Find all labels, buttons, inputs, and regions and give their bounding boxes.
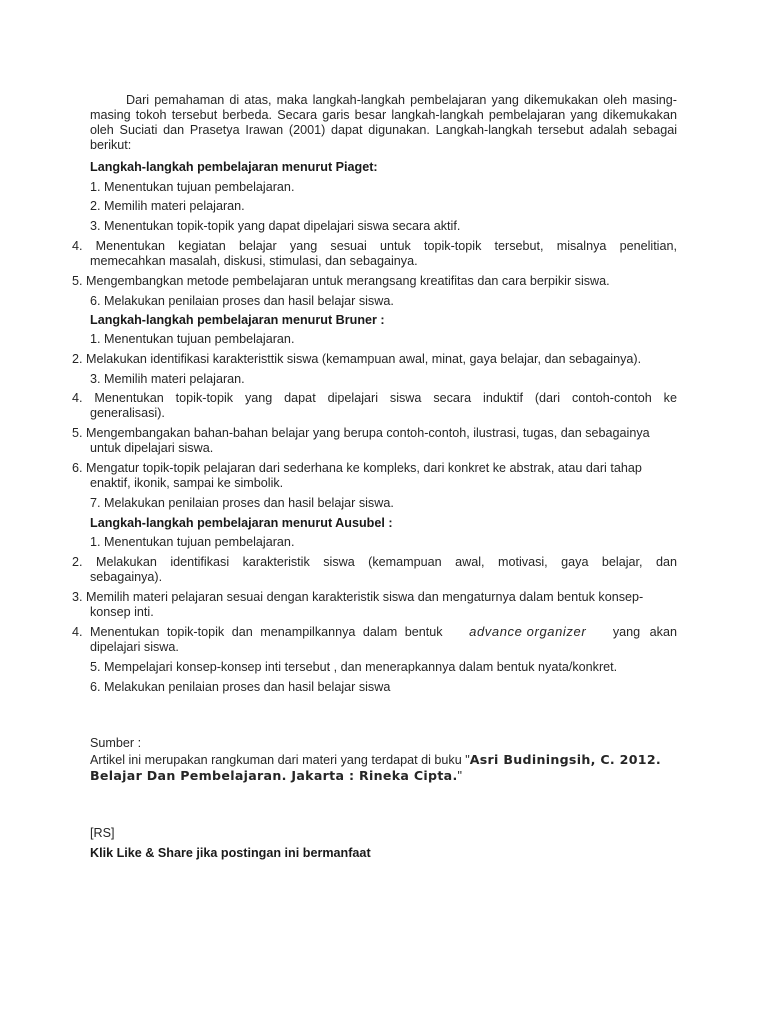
piaget-step-2: 2. Memilih materi pelajaran. bbox=[90, 199, 245, 213]
bruner-step-6: 6. Mengatur topik-topik pelajaran dari sederhana ke kompleks, dari konkret ke abstrak, atau dari tahap bbox=[72, 461, 642, 475]
bruner-step-5-cont: untuk dipelajari siswa. bbox=[90, 441, 214, 455]
heading-ausubel: Langkah-langkah pembelajaran menurut Ausubel : bbox=[90, 516, 393, 530]
bruner-step-3: 3. Memilih materi pelajaran. bbox=[90, 372, 245, 386]
piaget-step-6: 6. Melakukan penilaian proses dan hasil belajar siswa. bbox=[90, 294, 394, 308]
source-suffix: " bbox=[457, 769, 463, 783]
heading-bruner: Langkah-langkah pembelajaran menurut Bruner : bbox=[90, 313, 385, 327]
share-call-to-action: Klik Like & Share jika postingan ini bermanfaat bbox=[90, 846, 371, 860]
ausubel-step-4-text: 4. Menentukan topik-topik dan menampilkannya dalam bentuk bbox=[72, 625, 443, 639]
ausubel-step-4 bbox=[72, 624, 677, 640]
ausubel-step-1: 1. Menentukan tujuan pembelajaran. bbox=[90, 535, 295, 549]
ausubel-step-2: 2. Melakukan identifikasi karakteristik siswa (kemampuan awal, motivasi, gaya belajar, dan bbox=[72, 555, 677, 569]
ausubel-step-4-tail: yang akan bbox=[612, 625, 677, 639]
source-prefix: Artikel ini merupakan rangkuman dari materi yang terdapat di buku " bbox=[90, 753, 470, 767]
advance-organizer-term: advance organizer bbox=[469, 624, 587, 639]
source-citation bbox=[90, 752, 680, 784]
ausubel-step-2-cont: sebagainya). bbox=[90, 570, 163, 584]
piaget-step-3: 3. Menentukan topik-topik yang dapat dipelajari siswa secara aktif. bbox=[90, 219, 461, 233]
bruner-step-4-cont: generalisasi). bbox=[90, 406, 165, 420]
book-reference: Asri Budiningsih, C. 2012. Belajar Dan Pembelajaran. Jakarta : Rineka Cipta. bbox=[90, 752, 661, 783]
piaget-step-5: 5. Mengembangkan metode pembelajaran untuk merangsang kreatifitas dan cara berpikir siswa. bbox=[72, 274, 610, 288]
bruner-step-4: 4. Menentukan topik-topik yang dapat dipelajari siswa secara induktif (dari contoh-contoh ke bbox=[72, 391, 677, 405]
piaget-step-1: 1. Menentukan tujuan pembelajaran. bbox=[90, 180, 295, 194]
author-tag: [RS] bbox=[90, 826, 115, 840]
intro-text: Dari pemahaman di atas, maka langkah-langkah pembelajaran yang dikemukakan oleh masing-masing tokoh tersebut berbeda. Secara garis besar langkah-langkah pembelajaran yang dikemukakan oleh Suciati dan Prasetya Irawan (2001) dapat digunakan. Langkah-langkah tersebut adalah sebagai berikut: bbox=[90, 93, 677, 152]
bruner-step-2: 2. Melakukan identifikasi karakteristtik siswa (kemampuan awal, minat, gaya belajar, dan sebagainya). bbox=[72, 352, 642, 366]
heading-piaget: Langkah-langkah pembelajaran menurut Piaget: bbox=[90, 160, 378, 174]
ausubel-step-3: 3. Memilih materi pelajaran sesuai dengan karakteristik siswa dan mengaturnya dalam bentuk konsep- bbox=[72, 590, 644, 604]
ausubel-step-6: 6. Melakukan penilaian proses dan hasil belajar siswa bbox=[90, 680, 391, 694]
ausubel-step-5: 5. Mempelajari konsep-konsep inti tersebut , dan menerapkannya dalam bentuk nyata/konkret. bbox=[90, 660, 618, 674]
bruner-step-5: 5. Mengembangakan bahan-bahan belajar yang berupa contoh-contoh, ilustrasi, tugas, dan sebagainya bbox=[72, 426, 650, 440]
piaget-step-4: 4. Menentukan kegiatan belajar yang sesuai untuk topik-topik tersebut, misalnya penelitian, bbox=[72, 239, 677, 253]
ausubel-step-4-cont: dipelajari siswa. bbox=[90, 640, 179, 654]
intro-paragraph bbox=[90, 93, 677, 153]
bruner-step-1: 1. Menentukan tujuan pembelajaran. bbox=[90, 332, 295, 346]
ausubel-step-3-cont: konsep inti. bbox=[90, 605, 154, 619]
piaget-step-4-cont: memecahkan masalah, diskusi, stimulasi, dan sebagainya. bbox=[90, 254, 418, 268]
bruner-step-7: 7. Melakukan penilaian proses dan hasil belajar siswa. bbox=[90, 496, 394, 510]
source-label: Sumber : bbox=[90, 736, 142, 750]
bruner-step-6-cont: enaktif, ikonik, sampai ke simbolik. bbox=[90, 476, 284, 490]
